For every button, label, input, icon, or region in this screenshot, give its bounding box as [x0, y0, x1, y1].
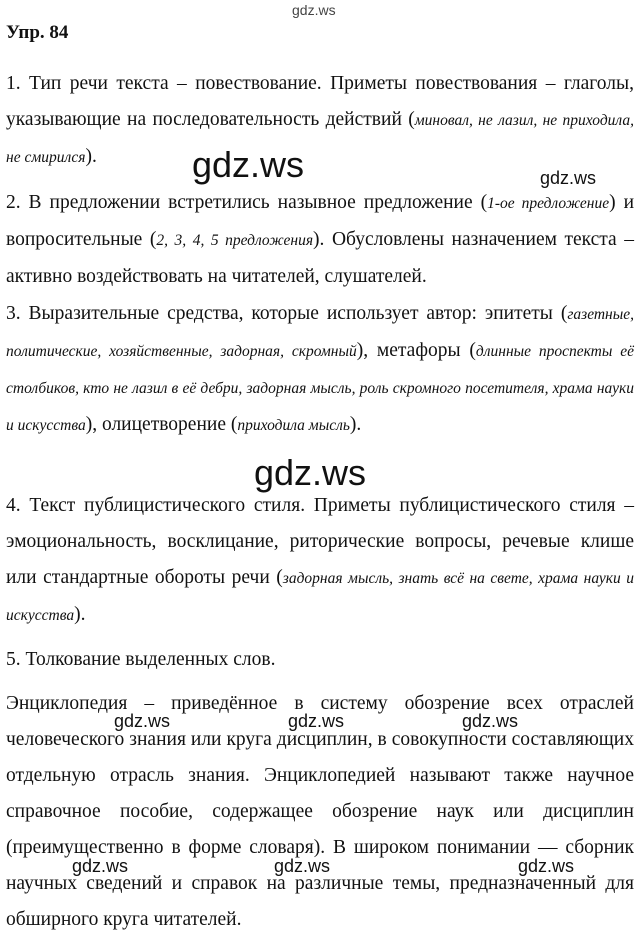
paragraph-6: Энциклопедия – приведённое в систему обозрение всех отраслей человеческого знания или круга дисциплин, в совокупности составляющих отдельную отрасль знания. Энциклопедией называют также научное справочное пособие, содержащее обозрение наук или дисциплин (преимущественно в форме словаря). В широком понимании — сборник научных сведений и справок на различные темы, предназначенный для обширного круга читателей.	[6, 693, 634, 930]
watermark-small: gdz.ws	[72, 856, 129, 876]
watermark-small: gdz.ws	[462, 711, 519, 731]
paragraph-2	[6, 185, 634, 295]
paragraph-1	[6, 66, 634, 176]
p2-b-em: 2, 3, 4, 5 предложения	[156, 232, 314, 249]
p4-a-em: задорная мысль, знать всё на свете, храма науки и искусства	[6, 570, 634, 624]
watermark-top: gdz.ws	[292, 2, 336, 18]
p3-b: ), метафоры (	[356, 340, 476, 361]
p2-a-em: 1-ое предложение	[487, 195, 610, 212]
p1-end: ).	[85, 146, 97, 167]
watermark-small: gdz.ws	[274, 856, 331, 876]
p3-b-em: длинные проспекты её столбиков, кто не лазил в её дебри, задорная мысль, роль скромного посетителя, храма науки и искусства	[6, 343, 634, 434]
paragraph-5: 5. Толкование выделенных слов.	[6, 649, 276, 670]
watermark-large: gdz.ws	[254, 452, 367, 493]
watermark-small: gdz.ws	[540, 168, 597, 188]
p4-b: ).	[74, 604, 86, 625]
p3-c: ), олицетворение (	[85, 414, 238, 435]
exercise-title: Упр. 84	[6, 22, 69, 43]
p2-a: 2. В предложении встретились назывное предложение (	[6, 192, 488, 213]
p4-a: 4. Текст публицистического стиля. Приметы публицистического стиля – эмоциональность, восклицание, риторические вопросы, речевые клише или стандартные обороты речи (	[6, 495, 634, 588]
p3-d: ).	[349, 414, 362, 435]
p3-a-em: газетные, политические, хозяйственные, задорная, скромный	[6, 306, 634, 360]
p1-text: 1. Тип речи текста – повествование. Приметы повествования – глаголы, указывающие на последовательность действий (	[6, 73, 634, 130]
paragraph-3	[6, 296, 634, 444]
watermark-small: gdz.ws	[114, 711, 171, 731]
p3-c-em: приходила мысль	[237, 417, 350, 434]
p2-b: ) и вопросительные (	[6, 192, 635, 250]
watermark-small: gdz.ws	[288, 711, 345, 731]
paragraph-4	[6, 488, 634, 634]
p2-c: ). Обусловлены назначением текста – активно воздействовать на читателей, слушателей.	[6, 229, 635, 287]
p3-a: 3. Выразительные средства, которые использует автор: эпитеты (	[6, 303, 568, 324]
watermark-large: gdz.ws	[192, 144, 305, 185]
p1-examples: миновал, не лазил, не приходила, не смирился	[6, 112, 634, 166]
watermark-small: gdz.ws	[518, 856, 575, 876]
